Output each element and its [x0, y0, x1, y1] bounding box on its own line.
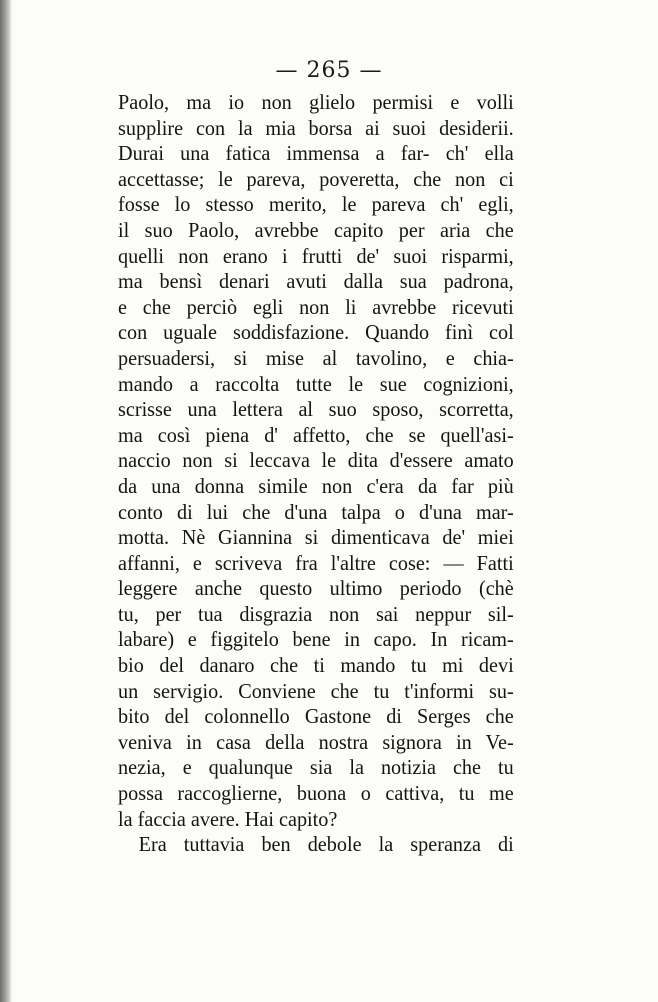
text-line: un servigio. Conviene che tu t'informi su-: [118, 678, 514, 703]
text-line: e che perciò egli non li avrebbe ricevuti: [118, 294, 514, 319]
text-line: Paolo, ma io non glielo permisi e volli: [118, 90, 514, 114]
text-line: quelli non erano i frutti de' suoi risparmi,: [118, 243, 514, 268]
text-line: conto di lui che d'una talpa o d'una mar-: [118, 499, 514, 524]
body-text: [118, 90, 514, 858]
text-line: con uguale soddisfazione. Quando finì col: [118, 320, 514, 345]
text-line: fosse lo stesso merito, le pareva ch' egli,: [118, 192, 514, 217]
page-number: — 265 —: [275, 58, 383, 83]
text-line: bio del danaro che ti mando tu mi devi: [118, 653, 514, 678]
text-line: persuadersi, si mise al tavolino, e chia-: [118, 345, 514, 370]
text-line: supplire con la mia borsa ai suoi desiderii.: [118, 115, 514, 140]
text-line: naccio non si leccava le dita d'essere amato: [118, 448, 514, 473]
text-line: ma bensì denari avuti dalla sua padrona,: [118, 269, 514, 294]
text-line: motta. Nè Giannina si dimenticava de' miei: [118, 525, 514, 550]
text-line: scrisse una lettera al suo sposo, scorretta,: [118, 397, 514, 422]
text-line: accettasse; le pareva, poveretta, che non ci: [118, 166, 514, 191]
paragraph-2: [118, 832, 514, 858]
text-line: veniva in casa della nostra signora in Ve-: [118, 729, 514, 754]
text-line: affanni, e scriveva fra l'altre cose: — Fatti: [118, 550, 514, 575]
text-line: labare) e figgitelo bene in capo. In ricam-: [118, 627, 514, 652]
text-line: leggere anche questo ultimo periodo (chè: [118, 576, 514, 601]
text-line: Durai una fatica immensa a far- ch' ella: [118, 141, 514, 166]
text-line: bito del colonnello Gastone di Serges che: [118, 704, 514, 729]
text-line: nezia, e qualunque sia la notizia che tu: [118, 755, 514, 780]
paragraph-1: [118, 90, 514, 832]
text-line: mando a raccolta tutte le sue cognizioni,: [118, 371, 514, 396]
text-line: la faccia avere. Hai capito?: [118, 806, 338, 831]
text-line: tu, per tua disgrazia non sai neppur sil-: [118, 601, 514, 626]
text-line: da una donna simile non c'era da far più: [118, 473, 514, 498]
text-line: possa raccoglierne, buona o cattiva, tu me: [118, 781, 514, 806]
text-line: il suo Paolo, avrebbe capito per aria che: [118, 217, 514, 242]
text-line: Era tuttavia ben debole la speranza di: [138, 832, 514, 857]
text-line: ma così piena d' affetto, che se quell'asi-: [118, 422, 514, 447]
page-binding-shadow: [0, 0, 12, 1002]
